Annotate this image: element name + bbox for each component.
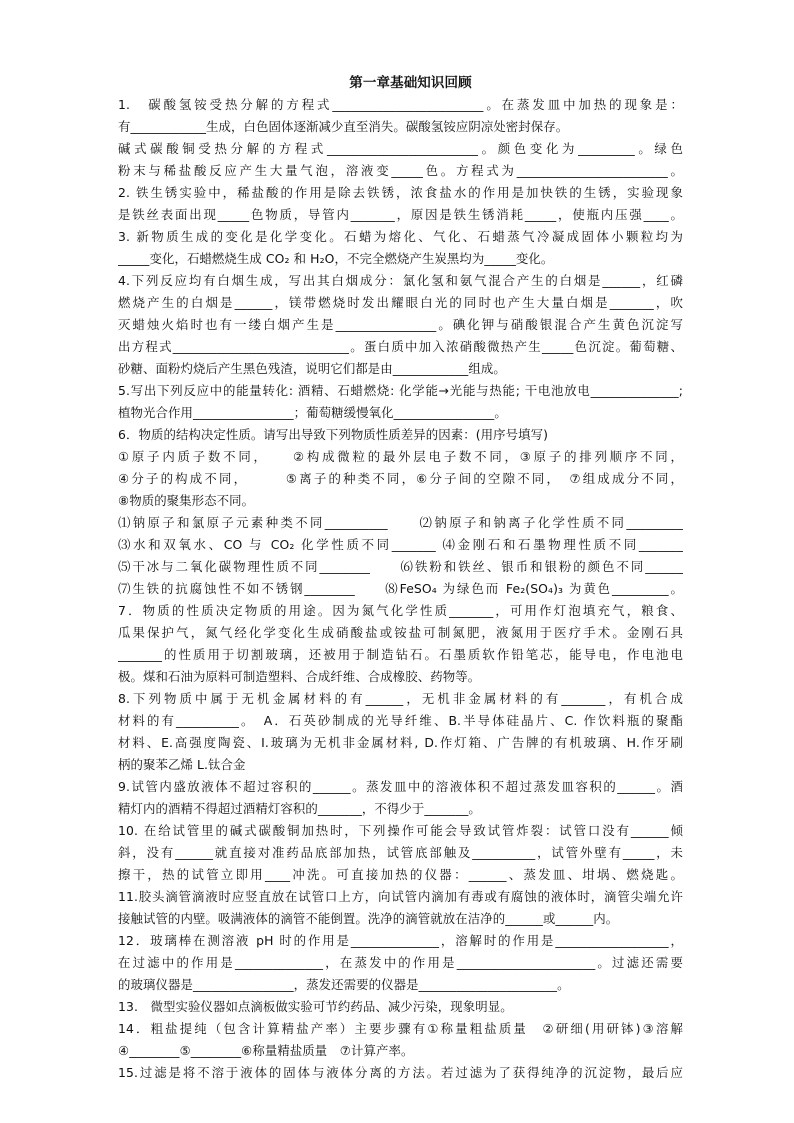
text-line: 4.下列反应均有白烟生成，写出其白烟成分：氯化氢和氨气混合产生的白烟是______，红磷	[118, 273, 683, 288]
text-line: 瓜果保护气，氮气经化学变化生成硝酸盐或铵盐可制氮肥，液氮用于医疗手术。金刚石具	[118, 625, 683, 640]
text-line: ⑸干冰与二氧化碳物理性质不同________ ⑹铁粉和铁丝、银币和银粉的颜色不同______	[118, 559, 683, 574]
text-line: 灭蜡烛火焰时也有一缕白烟产生是________________。碘化钾与硝酸银混合产生黄色沉淀写	[118, 317, 683, 332]
text-line: 15.过滤是将不溶于液体的固体与液体分离的方法。若过滤为了获得纯净的沉淀物，最后应	[118, 1065, 683, 1080]
text-line: 斜，没有______就直接对准药品底部加热，试管底部触及__________，试管外壁有_____，未	[118, 845, 683, 860]
text-line: 碱式碳酸铜受热分解的方程式________________________。颜色变化为_________。绿色	[118, 141, 683, 156]
text-line: ⑴钠原子和氯原子元素种类不同__________ ⑵钠原子和钠离子化学性质不同_________	[118, 515, 683, 530]
text-line: 10. 在给试管里的碱式碳酸铜加热时，下列操作可能会导致试管炸裂：试管口没有______倾	[118, 823, 683, 838]
text-line: 材料、E.高强度陶瓷、I.玻璃为无机非金属材料, D.作灯箱、广告牌的有机玻璃、H.作牙刷	[118, 735, 683, 750]
text-line: 11.胶头滴管滴液时应竖直放在试管口上方，向试管内滴加有毒或有腐蚀的液体时，滴管尖端允许	[118, 889, 683, 904]
text-line: 9.试管内盛放液体不超过容积的______。蒸发皿中的溶液体积不超过蒸发皿容积的______。酒	[118, 779, 683, 794]
text-line: 是铁丝表面出现_____色物质，导管内_______，原因是铁生锈消耗_____，使瓶内压强____。	[118, 207, 683, 222]
text-line: ①原子内质子数不同， ②构成微粒的最外层电子数不同，③原子的排列顺序不同，	[118, 449, 683, 464]
text-line: ⑧物质的聚集形态不同。	[118, 493, 255, 508]
text-line: 植物光合作用________________；葡萄糖缓慢氧化________________。	[118, 405, 507, 420]
text-line: _____变化，石蜡燃烧生成 CO₂ 和 H₂O，不完全燃烧产生炭黑均为_____变化。	[118, 251, 554, 266]
text-line: 14．粗盐提纯（包含计算精盐产率）主要步骤有①称量粗盐质量 ②研细(用研钵)③溶解	[118, 1021, 683, 1036]
text-line: ⑺生铁的抗腐蚀性不如不锈钢________ ⑻FeSO₄ 为绿色而 Fe₂(SO₄)₃ 为黄色_________。	[118, 581, 683, 596]
text-line: 有____________生成，白色固体逐渐减少直至消失。碳酸氢铵应阴凉处密封保存。	[118, 119, 569, 134]
text-line: 2. 铁生锈实验中，稀盐酸的作用是除去铁锈，浓食盐水的作用是加快铁的生锈，实验现象	[118, 185, 683, 200]
text-line: 精灯内的酒精不得超过酒精灯容积的_______，不得少于_______。	[118, 801, 481, 816]
text-line: 接触试管的内壁。吸满液体的滴管不能倒置。洗净的滴管就放在洁净的______或______内。	[118, 911, 619, 926]
text-line: _______的性质用于切割玻璃，还被用于制造钻石。石墨质软作铅笔芯，能导电，作电池电	[118, 647, 683, 662]
page-title: 第一章基础知识回顾	[349, 75, 472, 91]
text-line: 3. 新物质生成的变化是化学变化。石蜡为熔化、气化、石蜡蒸气冷凝成固体小颗粒均为	[118, 229, 683, 244]
text-line: 7．物质的性质决定物质的用途。因为氮气化学性质_______，可用作灯泡填充气，粮食、	[118, 603, 683, 618]
text-line: 5.写出下列反应中的能量转化: 酒精、石蜡燃烧: 化学能→光能与热能; 干电池放电______________;	[118, 383, 683, 398]
document-page	[118, 72, 683, 1084]
document-body	[118, 94, 683, 1084]
text-line: 12．玻璃棒在测溶液 pH 时的作用是______________，溶解时的作用是__________________，	[118, 933, 683, 948]
text-line: 13. 微型实验仪器如点滴板做实验可节约药品、减少污染，现象明显。	[118, 999, 513, 1014]
text-line: 燃烧产生的白烟是______，镁带燃烧时发出耀眼白光的同时也产生大量白烟是_______，吹	[118, 295, 683, 310]
text-line: 8.下列物质中属于无机金属材料的有______，无机非金属材料的有_______，有机合成	[118, 691, 683, 706]
text-line: 柄的聚苯乙烯 L.钛合金	[118, 757, 246, 772]
text-line: 的玻璃仪器是________________，蒸发还需要的仪器是______________________。	[118, 977, 570, 992]
text-line: 材料的有__________。 A．石英砂制成的光导纤维、B.半导体硅晶片、C. 作饮料瓶的聚酯	[118, 713, 683, 728]
text-line: 极。煤和石油为原料可制造塑料、合成纤维、合成橡胶、药物等。	[118, 669, 481, 684]
text-line: 在过滤中的作用是______________，在蒸发中的作用是______________________。过滤还需要	[118, 955, 683, 970]
text-line: 出方程式____________________________。蛋白质中加入浓硝酸微热产生_____色沉淀。葡萄糖、	[118, 339, 683, 354]
text-line: 1. 碳酸氢铵受热分解的方程式________________________。在蒸发皿中加热的现象是：	[118, 97, 683, 112]
text-line: 擦干，热的试管立即用____冲洗。可直接加热的仪器：______、蒸发皿、坩埚、燃烧匙。	[118, 867, 683, 882]
text-line: ④分子的构成不同， ⑤离子的种类不同，⑥分子间的空隙不同， ⑦组成成分不同，	[118, 471, 683, 486]
text-line: 粉末与稀盐酸反应产生大量气泡，溶液变_____色。方程式为________________________。	[118, 163, 683, 178]
text-line: ⑶水和双氧水、CO 与 CO₂ 化学性质不同_______ ⑷金刚石和石墨物理性质不同_______	[118, 537, 683, 552]
text-line: ④________⑤________⑥称量精盐质量 ⑦计算产率。	[118, 1043, 414, 1058]
text-line: 砂糖、面粉灼烧后产生黑色残渣，说明它们都是由____________组成。	[118, 361, 506, 376]
text-line: 6．物质的结构决定性质。请写出导致下列物质性质差异的因素：(用序号填写)	[118, 427, 549, 442]
